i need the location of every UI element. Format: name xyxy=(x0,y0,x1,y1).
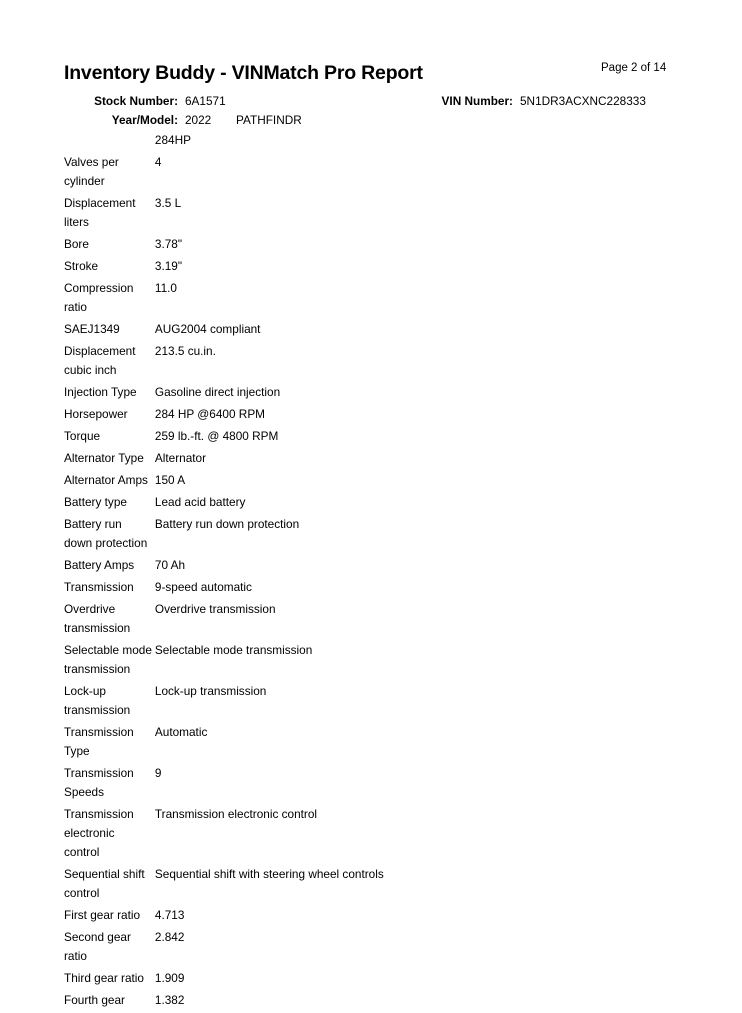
spec-label: Battery run down protection xyxy=(64,517,148,550)
table-row xyxy=(64,641,704,682)
spec-value: AUG2004 compliant xyxy=(154,322,261,336)
spec-value: 213.5 cu.in. xyxy=(154,344,216,358)
spec-value: Gasoline direct injection xyxy=(154,385,281,399)
spec-label: Stroke xyxy=(64,259,99,273)
spec-value: Lock-up transmission xyxy=(154,684,267,698)
vin-number-label: VIN Number: xyxy=(441,94,513,108)
stock-number-row xyxy=(64,92,684,111)
spec-value: 3.5 L xyxy=(154,196,182,210)
vin-number-value: 5N1DR3ACXNC228333 xyxy=(520,94,646,108)
spec-label: Transmission Type xyxy=(64,725,134,758)
table-row xyxy=(64,928,704,969)
spec-value: 3.78" xyxy=(154,237,183,251)
vehicle-meta xyxy=(64,92,684,130)
spec-label: SAEJ1349 xyxy=(64,322,120,336)
spec-value: 284 HP @6400 RPM xyxy=(154,407,266,421)
table-row xyxy=(64,279,704,320)
spec-value: 150 A xyxy=(154,473,186,487)
spec-value: 2.842 xyxy=(154,930,185,944)
table-row xyxy=(64,405,704,427)
table-row xyxy=(64,682,704,723)
spec-value: Automatic xyxy=(154,725,208,739)
table-row xyxy=(64,515,704,556)
spec-label: Second gear ratio xyxy=(64,930,131,963)
spec-label: Torque xyxy=(64,429,101,443)
table-row xyxy=(64,153,704,194)
table-row xyxy=(64,257,704,279)
spec-value: 9-speed automatic xyxy=(154,580,252,594)
year-model-label: Year/Model: xyxy=(111,113,178,127)
page-number: Page 2 of 14 xyxy=(601,62,667,74)
spec-value: 284HP xyxy=(154,133,191,147)
spec-label: Selectable mode transmission xyxy=(64,643,152,676)
spec-label: Fourth gear xyxy=(64,993,125,1007)
spec-value: Selectable mode transmission xyxy=(154,643,313,657)
spec-value: 4 xyxy=(154,155,162,169)
table-row xyxy=(64,493,704,515)
spec-label: Overdrive transmission xyxy=(64,602,131,635)
stock-number-label: Stock Number: xyxy=(94,94,178,108)
table-row xyxy=(64,600,704,641)
spec-label: Displacement liters xyxy=(64,196,136,229)
spec-label xyxy=(64,131,155,153)
table-row xyxy=(64,449,704,471)
table-row xyxy=(64,471,704,493)
specifications-table xyxy=(64,131,704,1013)
spec-label: First gear ratio xyxy=(64,908,141,922)
spec-value: Alternator xyxy=(154,451,207,465)
stock-number-value: 6A1571 xyxy=(185,94,226,108)
spec-value: 11.0 xyxy=(154,281,177,295)
spec-label: Transmission xyxy=(64,580,134,594)
spec-value: 9 xyxy=(154,766,162,780)
table-row xyxy=(64,723,704,764)
spec-value: Lead acid battery xyxy=(154,495,246,509)
spec-label: Bore xyxy=(64,237,89,251)
table-row xyxy=(64,320,704,342)
spec-label: Lock-up transmission xyxy=(64,684,131,717)
spec-value: Overdrive transmission xyxy=(154,602,276,616)
table-row xyxy=(64,578,704,600)
spec-value: Sequential shift with steering wheel controls xyxy=(154,867,384,881)
spec-label: Sequential shift control xyxy=(64,867,145,900)
spec-label: Third gear ratio xyxy=(64,971,144,985)
spec-label: Valves per cylinder xyxy=(64,155,119,188)
spec-label: Injection Type xyxy=(64,385,137,399)
table-row xyxy=(64,991,704,1013)
table-row xyxy=(64,194,704,235)
table-row xyxy=(64,383,704,405)
table-row xyxy=(64,235,704,257)
spec-value: 259 lb.-ft. @ 4800 RPM xyxy=(154,429,279,443)
spec-value: 3.19" xyxy=(154,259,183,273)
spec-label: Battery Amps xyxy=(64,558,135,572)
spec-label: Horsepower xyxy=(64,407,128,421)
table-row xyxy=(64,764,704,805)
page-title: Inventory Buddy - VINMatch Pro Report xyxy=(64,62,423,84)
spec-label: Alternator Type xyxy=(64,451,144,465)
year-model-row xyxy=(64,111,684,130)
table-row xyxy=(64,969,704,991)
specifications-table-body xyxy=(64,131,704,1013)
year-value: 2022 xyxy=(185,113,212,127)
spec-label: Alternator Amps xyxy=(64,473,148,487)
spec-label: Compression ratio xyxy=(64,281,134,314)
table-row xyxy=(64,865,704,906)
spec-value: 1.382 xyxy=(154,993,185,1007)
table-row xyxy=(64,805,704,865)
spec-value: Transmission electronic control xyxy=(154,807,318,821)
spec-label: Displacement cubic inch xyxy=(64,344,136,377)
table-row xyxy=(64,906,704,928)
spec-value: 4.713 xyxy=(154,908,185,922)
table-row xyxy=(64,342,704,383)
spec-value: 1.909 xyxy=(154,971,185,985)
table-row xyxy=(64,427,704,449)
table-row xyxy=(64,556,704,578)
spec-label: Battery type xyxy=(64,495,127,509)
spec-label: Transmission electronic control xyxy=(64,807,134,859)
model-value: PATHFINDR xyxy=(236,113,302,127)
spec-label: Transmission Speeds xyxy=(64,766,134,799)
spec-value: Battery run down protection xyxy=(154,517,300,531)
table-row xyxy=(64,131,704,153)
spec-value: 70 Ah xyxy=(154,558,186,572)
